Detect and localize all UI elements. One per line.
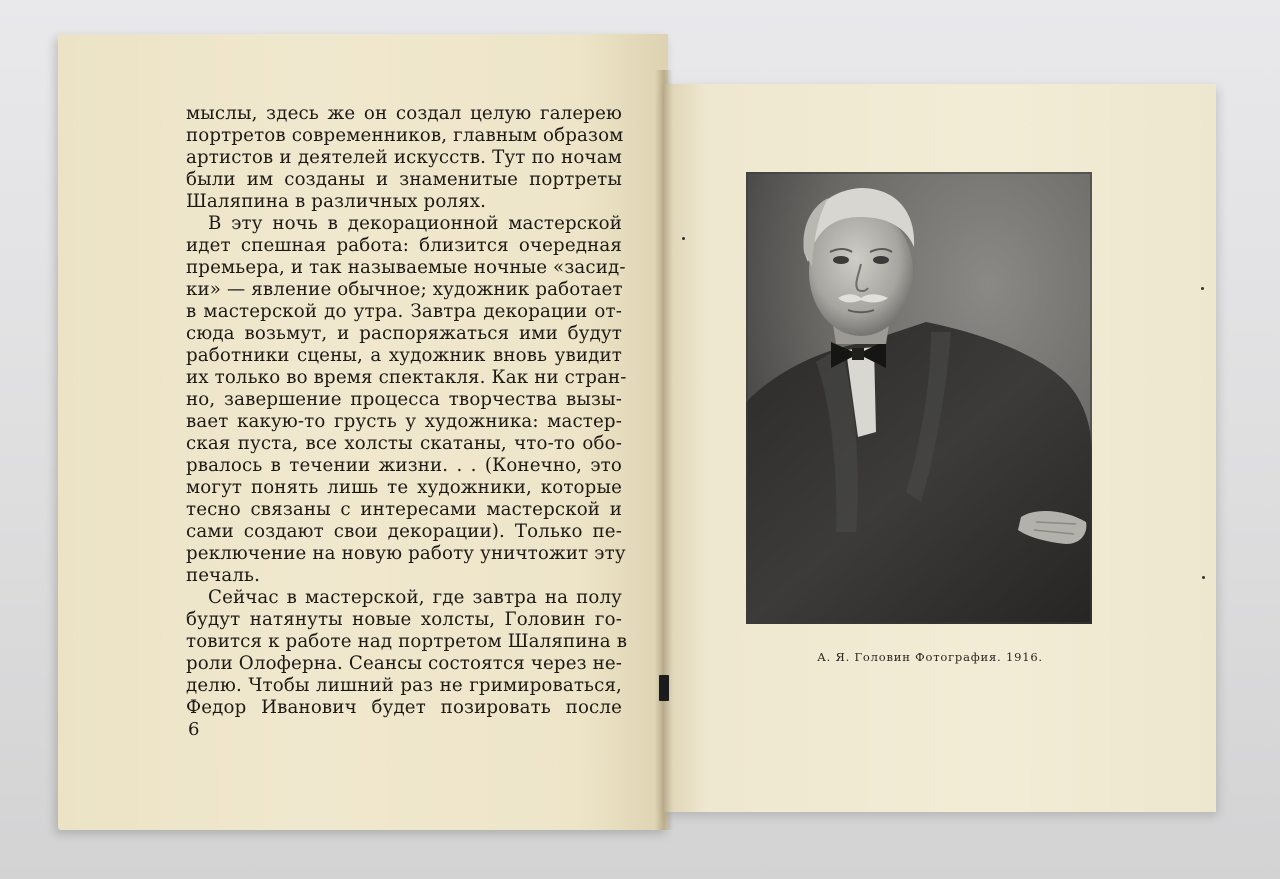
text-line: будут натянуты новые холсты, Головин го- bbox=[186, 609, 622, 630]
text-line: печаль. bbox=[186, 565, 261, 586]
text-line: артистов и деятелей искусств. Тут по ночам bbox=[186, 147, 622, 168]
page-number: 6 bbox=[188, 719, 200, 740]
paper-speck bbox=[682, 237, 685, 240]
paper-speck bbox=[1201, 287, 1204, 290]
text-line: товится к работе над портретом Шаляпина в bbox=[186, 631, 628, 652]
left-page-text bbox=[186, 103, 628, 719]
ink-mark bbox=[659, 675, 669, 701]
text-line: В эту ночь в декорационной мастерской bbox=[208, 213, 622, 234]
text-line: портретов современников, главным образом bbox=[186, 125, 624, 146]
paper-speck bbox=[1202, 576, 1205, 579]
text-line: в мастерской до утра. Завтра декорации от- bbox=[186, 301, 622, 322]
text-line: роли Олоферна. Сеансы состоятся через не- bbox=[186, 653, 623, 674]
text-line: но, завершение процесса творчества вызы- bbox=[186, 389, 622, 410]
text-line: премьера, и так называемые ночные «засид- bbox=[186, 257, 626, 278]
text-line: ская пуста, все холсты скатаны, что-то обо- bbox=[186, 433, 622, 454]
book-gutter bbox=[655, 70, 673, 830]
text-line: тесно связаны с интересами мастерской и bbox=[186, 499, 622, 520]
text-line: могут понять лишь те художники, которые bbox=[186, 477, 622, 498]
text-line: их только во время спектакля. Как ни стран- bbox=[186, 367, 627, 388]
text-line: сами создают свои декорации). Только пе- bbox=[186, 521, 622, 542]
text-line: реключение на новую работу уничтожит эту bbox=[186, 543, 626, 564]
text-line: идет спешная работа: близится очередная bbox=[186, 235, 622, 256]
photo-caption: А. Я. Головин Фотография. 1916. bbox=[817, 650, 1043, 664]
text-line: работники сцены, а художник вновь увидит bbox=[186, 345, 622, 366]
text-line: Шаляпина в различных ролях. bbox=[186, 191, 487, 212]
text-line: делю. Чтобы лишний раз не гримироваться, bbox=[186, 675, 622, 696]
text-line: мыслы, здесь же он создал целую галерею bbox=[186, 103, 622, 124]
text-line: ки» — явление обычное; художник работает bbox=[186, 279, 623, 300]
text-line: вает какую-то грусть у художника: мастер- bbox=[186, 411, 622, 432]
text-line: сюда возьмут, и распоряжаться ими будут bbox=[186, 323, 622, 344]
text-line: рвалось в течении жизни. . . (Конечно, это bbox=[186, 455, 622, 476]
text-line: Федор Иванович будет позировать после bbox=[186, 697, 622, 718]
text-line: были им созданы и знаменитые портреты bbox=[186, 169, 622, 190]
text-line: Сейчас в мастерской, где завтра на полу bbox=[208, 587, 622, 608]
portrait-photo bbox=[746, 172, 1092, 624]
